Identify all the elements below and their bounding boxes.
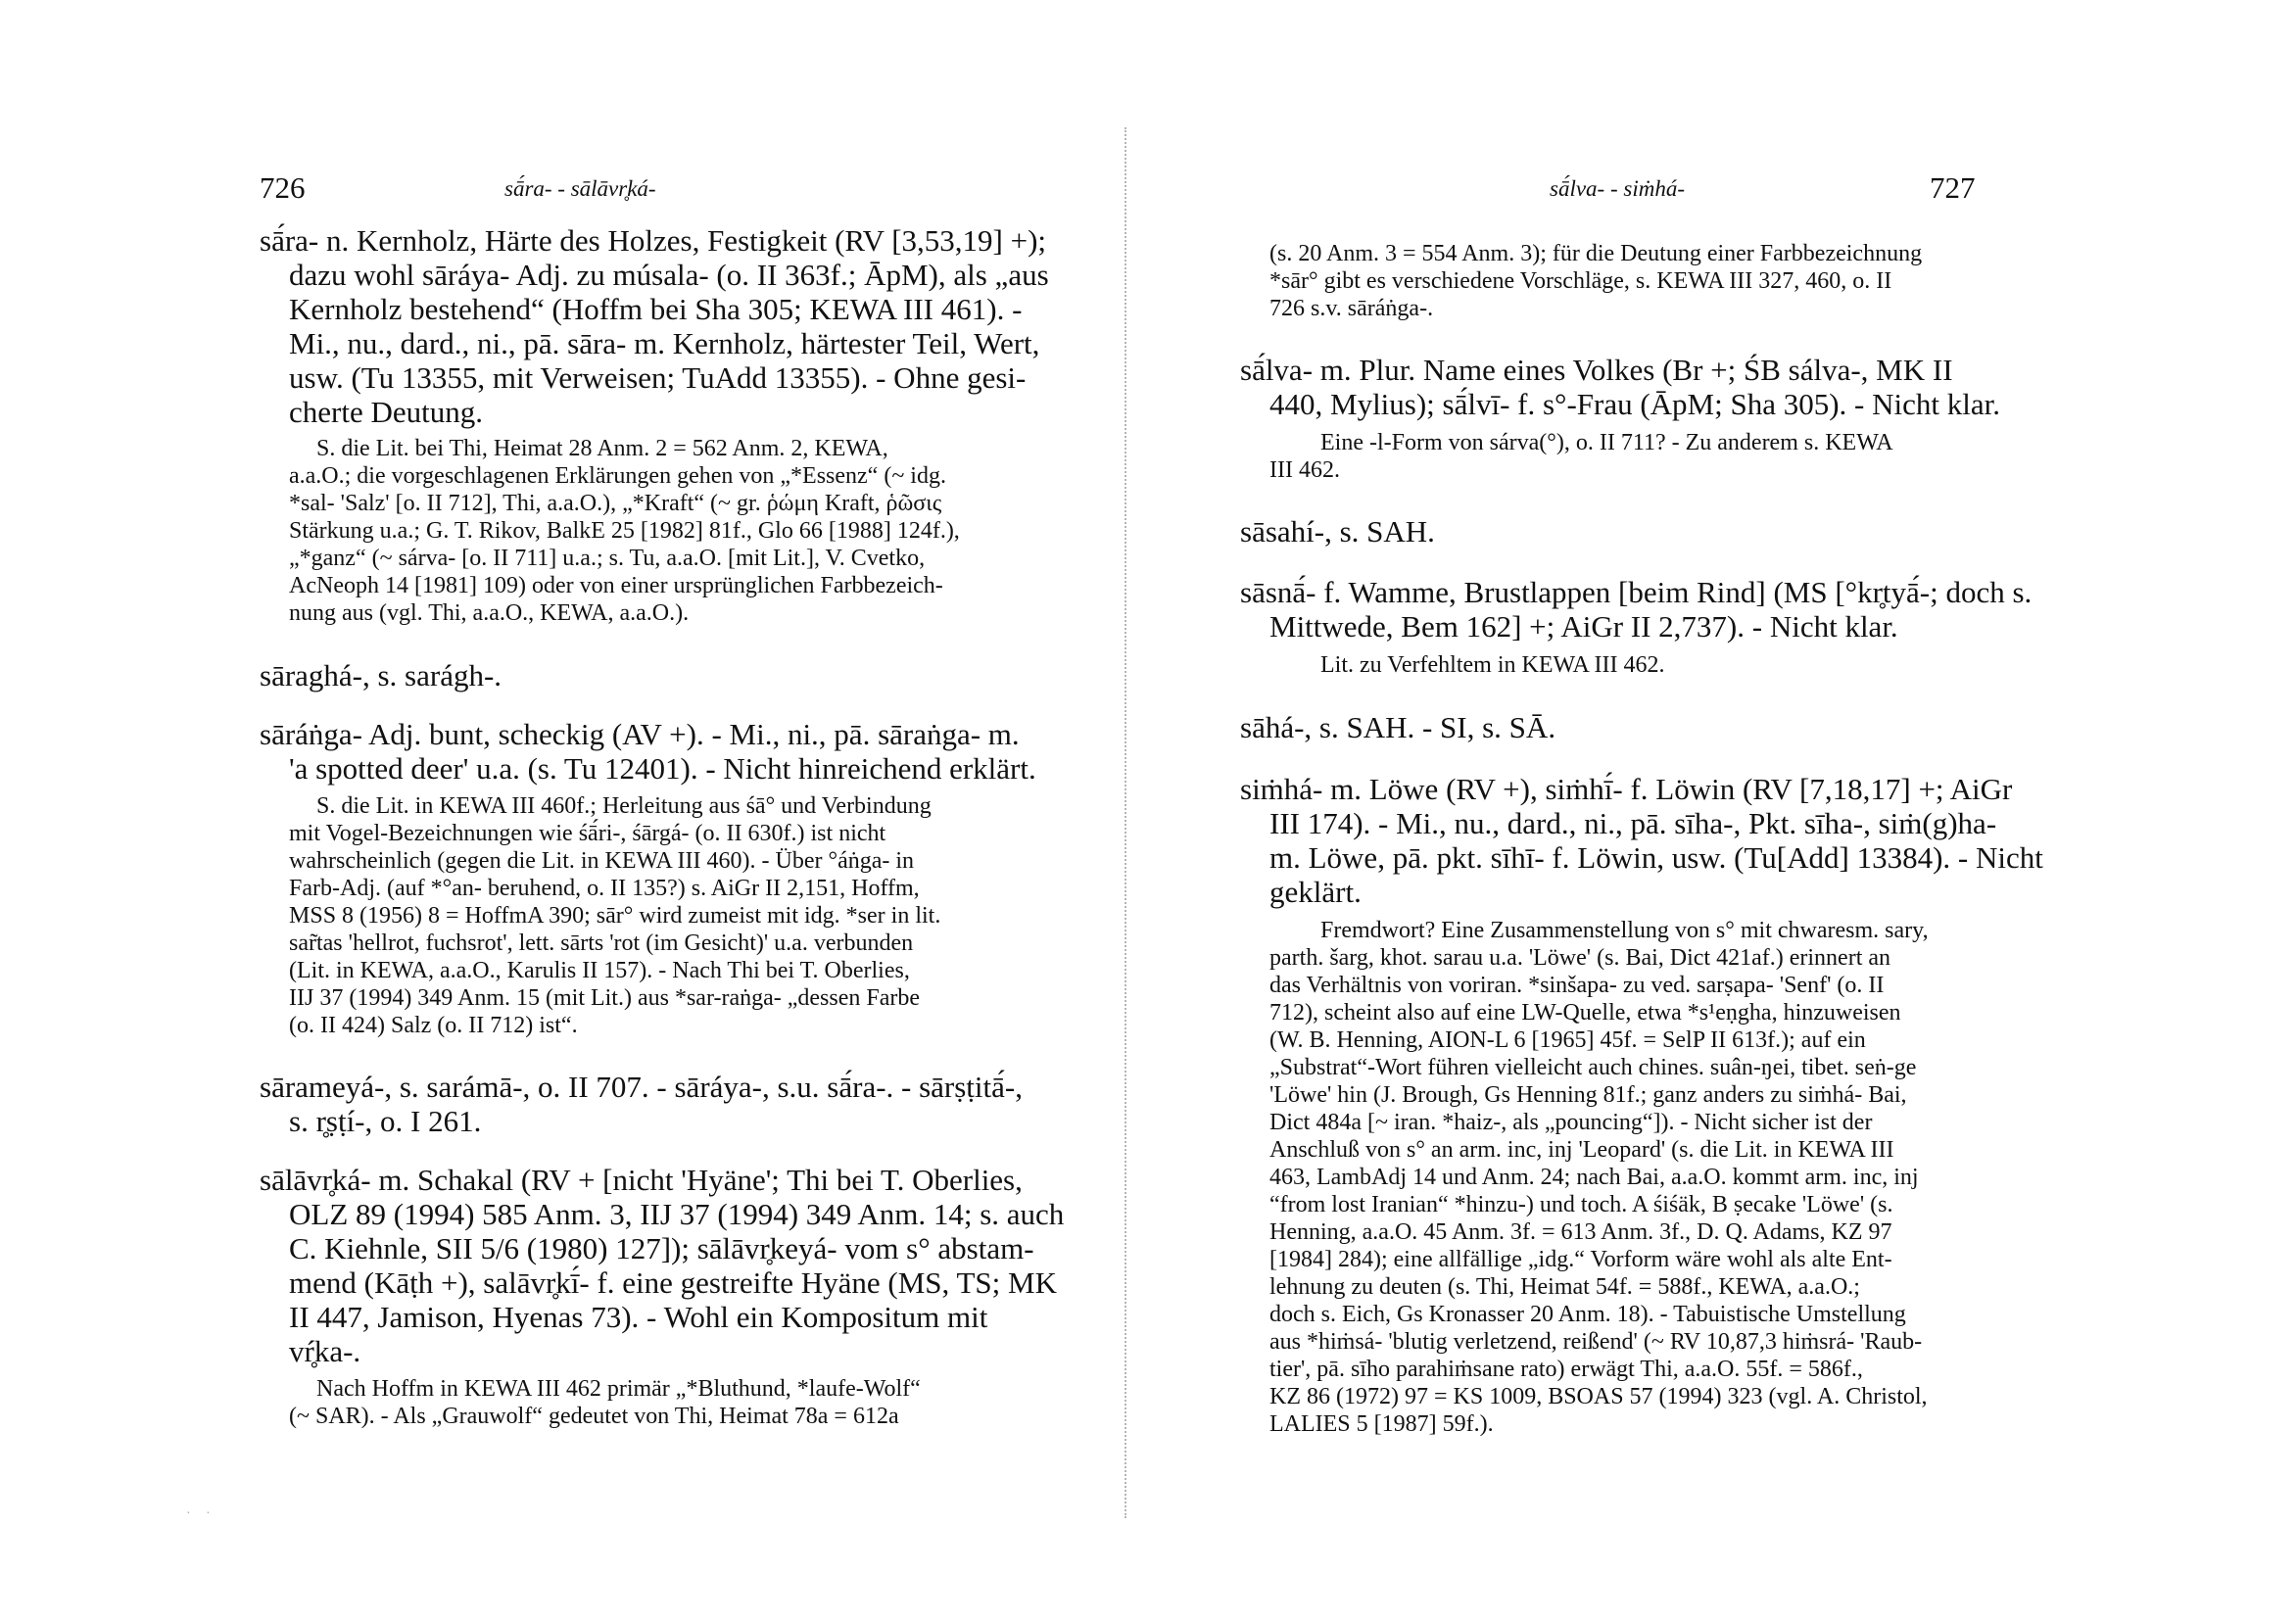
text-line: dazu wohl sāráya- Adj. zu músala- (o. II 363f.; ĀpM), als „aus: [289, 258, 1049, 292]
text-line: geklärt.: [1269, 875, 1362, 909]
text-line: parth. šarg, khot. sarau u.a. 'Löwe' (s. Bai, Dict 421af.) erinnert an: [1269, 945, 1891, 971]
text-line: C. Kiehnle, SII 5/6 (1980) 127]); sālāvr̥keyá- vom s° abstam-: [289, 1231, 1034, 1265]
text-line: AcNeoph 14 [1981] 109) oder von einer ursprünglichen Farbbezeich-: [289, 573, 943, 598]
text-line: a.a.O.; die vorgeschlagenen Erklärungen gehen von „*Essenz“ (~ idg.: [289, 463, 946, 489]
text-line: II 447, Jamison, Hyenas 73). - Wohl ein Kompositum mit: [289, 1300, 988, 1334]
text-line: Mi., nu., dard., ni., pā. sāra- m. Kernholz, härtester Teil, Wert,: [289, 326, 1040, 360]
text-line: Anschluß von s° an arm. inc, inj 'Leopard' (s. die Lit. in KEWA III: [1269, 1137, 1894, 1163]
text-line: s. r̥ṣṭí-, o. I 261.: [289, 1104, 482, 1138]
text-line: sāsahí-, s. SAH.: [1240, 514, 1435, 549]
text-line: aus *hiṁsá- 'blutig verletzend, reißend' (~ RV 10,87,3 hiṁsrá- 'Raub-: [1269, 1329, 1923, 1355]
text-line: lehnung zu deuten (s. Thi, Heimat 54f. = 588f., KEWA, a.a.O.;: [1269, 1274, 1860, 1300]
text-line: siṁhá- m. Löwe (RV +), siṁhī́- f. Löwin (RV [7,18,17] +; AiGr: [1240, 772, 2013, 806]
text-line: das Verhältnis von voriran. *sinšapa- zu ved. sarṣapa- 'Senf' (o. II: [1269, 973, 1885, 998]
text-line: 'a spotted deer' u.a. (s. Tu 12401). - Nicht hinreichend erklärt.: [289, 751, 1036, 786]
text-line: mend (Kāṭh +), salāvr̥kī́- f. eine gestreifte Hyäne (MS, TS; MK: [289, 1265, 1057, 1300]
text-line: Henning, a.a.O. 45 Anm. 3f. = 613 Anm. 3f., D. Q. Adams, KZ 97: [1269, 1219, 1892, 1245]
text-line: Kernholz bestehend“ (Hoffm bei Sha 305; KEWA III 461). -: [289, 292, 1023, 326]
text-line: (~ SAR). - Als „Grauwolf“ gedeutet von Thi, Heimat 78a = 612a: [289, 1404, 899, 1429]
text-line: 712), scheint also auf eine LW-Quelle, etwa *s¹eṇgha, hinzuweisen: [1269, 1000, 1901, 1026]
text-line: usw. (Tu 13355, mit Verweisen; TuAdd 13355). - Ohne gesi-: [289, 360, 1027, 395]
text-line: “from lost Iranian“ *hinzu-) und toch. A śiśäk, B ṣecake 'Löwe' (s.: [1269, 1192, 1893, 1217]
text-line: MSS 8 (1956) 8 = HoffmA 390; sār° wird zumeist mit idg. *ser in lit.: [289, 903, 941, 929]
text-line: sar̃tas 'hellrot, fuchsrot', lett. sārts 'rot (im Gesicht)' u.a. verbunden: [289, 930, 914, 956]
text-line: KZ 86 (1972) 97 = KS 1009, BSOAS 57 (1994) 323 (vgl. A. Christol,: [1269, 1384, 1928, 1409]
text-line: nung aus (vgl. Thi, a.a.O., KEWA, a.a.O.).: [289, 600, 690, 626]
text-line: 440, Mylius); sā́lvī- f. s°-Frau (ĀpM; Sha 305). - Nicht klar.: [1269, 387, 2000, 421]
text-line: sāraghá-, s. sarágh-.: [260, 658, 502, 692]
text-line: Nach Hoffm in KEWA III 462 primär „*Bluthund, *laufe-Wolf“: [316, 1376, 921, 1402]
text-line: Eine -l-Form von sárva(°), o. II 711? - Zu anderem s. KEWA: [1320, 430, 1893, 455]
text-line: doch s. Eich, Gs Kronasser 20 Anm. 18). - Tabuistische Umstellung: [1269, 1302, 1906, 1327]
text-line: 'Löwe' hin (J. Brough, Gs Henning 81f.; ganz anders zu siṁhá- Bai,: [1269, 1082, 1907, 1108]
text-line: (Lit. in KEWA, a.a.O., Karulis II 157). - Nach Thi bei T. Oberlies,: [289, 958, 910, 983]
text-line: IIJ 37 (1994) 349 Anm. 15 (mit Lit.) aus *sar-raṅga- „dessen Farbe: [289, 985, 921, 1011]
text-line: Lit. zu Verfehltem in KEWA III 462.: [1320, 652, 1665, 678]
page-number: 726: [260, 170, 306, 205]
text-line: S. die Lit. bei Thi, Heimat 28 Anm. 2 = 562 Anm. 2, KEWA,: [316, 436, 888, 461]
text-line: Mittwede, Bem 162] +; AiGr II 2,737). - Nicht klar.: [1269, 609, 1898, 644]
text-line: sā́lva- m. Plur. Name eines Volkes (Br +; ŚB sálva-, MK II: [1240, 353, 1953, 387]
text-line: „Substrat“-Wort führen vielleicht auch chines. suân-ŋei, tibet. seṅ-ge: [1269, 1055, 1917, 1080]
text-line: III 462.: [1269, 457, 1340, 483]
scan-specks: · ·: [186, 1506, 216, 1521]
text-line: cherte Deutung.: [289, 395, 483, 429]
text-line: sā́ra- n. Kernholz, Härte des Holzes, Festigkeit (RV [3,53,19] +);: [260, 223, 1047, 258]
text-line: *sār° gibt es verschiedene Vorschläge, s. KEWA III 327, 460, o. II: [1269, 268, 1892, 294]
text-line: wahrscheinlich (gegen die Lit. in KEWA III 460). - Über °áṅga- in: [289, 848, 915, 874]
text-line: sāsnā́- f. Wamme, Brustlappen [beim Rind] (MS [°kr̥tyā́-; doch s.: [1240, 575, 2033, 609]
text-line: (s. 20 Anm. 3 = 554 Anm. 3); für die Deutung einer Farbbezeichnung: [1269, 241, 1923, 266]
text-line: Farb-Adj. (auf *°an- beruhend, o. II 135?) s. AiGr II 2,151, Hoffm,: [289, 876, 920, 901]
text-line: S. die Lit. in KEWA III 460f.; Herleitung aus śā° und Verbindung: [316, 793, 932, 819]
text-line: OLZ 89 (1994) 585 Anm. 3, IIJ 37 (1994) 349 Anm. 14; s. auch: [289, 1197, 1065, 1231]
text-line: LALIES 5 [1987] 59f.).: [1269, 1411, 1494, 1437]
text-line: tier', pā. sīho parahiṁsane rato) erwägt Thi, a.a.O. 55f. = 586f.,: [1269, 1357, 1863, 1382]
text-line: sāhá-, s. SAH. - SI, s. SĀ.: [1240, 710, 1556, 744]
text-line: 463, LambAdj 14 und Anm. 24; nach Bai, a.a.O. kommt arm. inc, inj: [1269, 1165, 1919, 1190]
text-line: m. Löwe, pā. pkt. sīhī- f. Löwin, usw. (Tu[Add] 13384). - Nicht: [1269, 840, 2043, 875]
text-line: mit Vogel-Bezeichnungen wie śā́ri-, śārgá- (o. II 630f.) ist nicht: [289, 821, 886, 846]
text-line: Stärkung u.a.; G. T. Rikov, BalkE 25 [1982] 81f., Glo 66 [1988] 124f.),: [289, 518, 960, 544]
running-head: sā́ra- - sālāvr̥ká-: [504, 176, 656, 201]
text-line: sālāvr̥ká- m. Schakal (RV + [nicht 'Hyäne'; Thi bei T. Oberlies,: [260, 1163, 1023, 1197]
text-line: [1984] 284); eine allfällige „idg.“ Vorform wäre wohl als alte Ent-: [1269, 1247, 1892, 1272]
text-line: *sal- 'Salz' [o. II 712], Thi, a.a.O.), „*Kraft“ (~ gr. ῥώμη Kraft, ῥῶσις: [289, 491, 942, 516]
text-line: sāráṅga- Adj. bunt, scheckig (AV +). - Mi., ni., pā. sāraṅga- m.: [260, 717, 1020, 751]
text-line: Dict 484a [~ iran. *haiz-, als „pouncing“]). - Nicht sicher ist der: [1269, 1110, 1873, 1135]
text-line: „*ganz“ (~ sárva- [o. II 711] u.a.; s. Tu, a.a.O. [mit Lit.], V. Cvetko,: [289, 546, 926, 571]
text-line: (o. II 424) Salz (o. II 712) ist“.: [289, 1013, 578, 1038]
text-line: III 174). - Mi., nu., dard., ni., pā. sīha-, Pkt. sīha-, siṁ(g)ha-: [1269, 806, 1997, 840]
text-line: sārameyá-, s. sarámā-, o. II 707. - sāráya-, s.u. sā́ra-. - sārṣṭitā́-,: [260, 1070, 1023, 1104]
text-line: (W. B. Henning, AION-L 6 [1965] 45f. = SelP II 613f.); auf ein: [1269, 1027, 1866, 1053]
running-head: sā́lva- - siṁhá-: [1550, 176, 1685, 201]
text-line: vŕ̥ka-.: [289, 1334, 361, 1368]
gutter-divider: [1124, 127, 1126, 1518]
text-line: 726 s.v. sāráṅga-.: [1269, 296, 1434, 321]
text-line: Fremdwort? Eine Zusammenstellung von s° mit chwaresm. sary,: [1320, 918, 1929, 943]
page-number: 727: [1930, 170, 1976, 205]
